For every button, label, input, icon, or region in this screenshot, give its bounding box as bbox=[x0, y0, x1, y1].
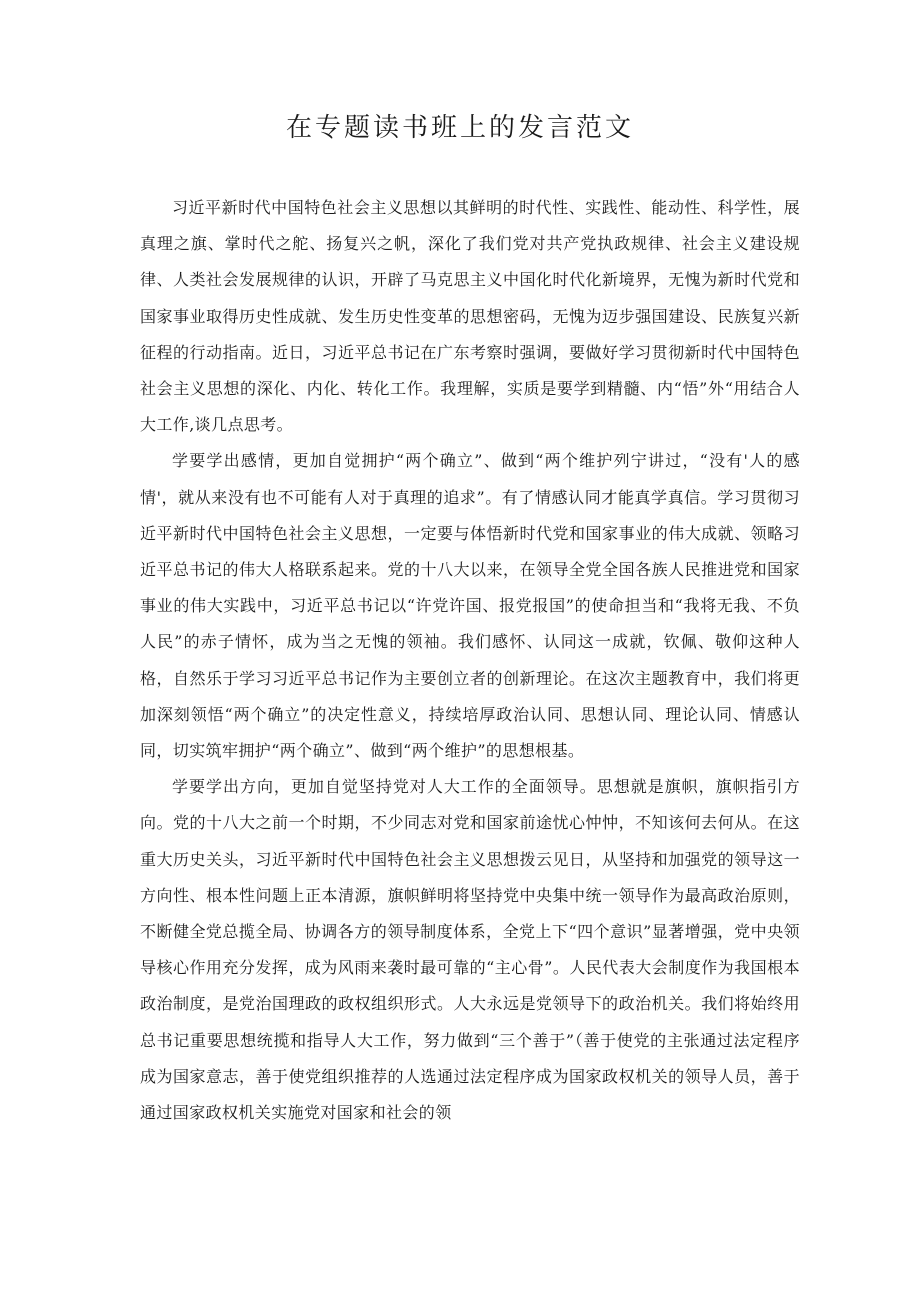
body-paragraph-2: 学要学出感情，更加自觉拥护“两个确立”、做到“两个维护列宁讲过，“没有'人的感情'，就从来没有也不可能有人对于真理的追求”。有了情感认同才能真学真信。学习贯彻习近平新时代中国特色社会主义思想，一定要与体悟新时代党和国家事业的伟大成就、领略习近平总书记的伟大人格联系起来。党的十八大以来，在领导全党全国各族人民推进党和国家事业的伟大实践中，习近平总书记以“许党许国、报党报国”的使命担当和“我将无我、不负人民”的赤子情怀，成为当之无愧的领袖。我们感怀、认同这一成就，钦佩、敬仰这种人格，自然乐于学习习近平总书记作为主要创立者的创新理论。在这次主题教育中，我们将更加深刻领悟“两个确立”的决定性意义，持续培厚政治认同、思想认同、理论认同、情感认同，切实筑牢拥护“两个确立”、做到“两个维护”的思想根基。 bbox=[140, 451, 800, 761]
body-paragraph-1: 习近平新时代中国特色社会主义思想以其鲜明的时代性、实践性、能动性、科学性，展真理之旗、掌时代之舵、扬复兴之帆，深化了我们党对共产党执政规律、社会主义建设规律、人类社会发展规律的认识，开辟了马克思主义中国化时代化新境界，无愧为新时代党和国家事业取得历史性成就、发生历史性变革的思想密码，无愧为迈步强国建设、民族复兴新征程的行动指南。近日，习近平总书记在广东考察时强调，要做好学习贯彻新时代中国特色社会主义思想的深化、内化、转化工作。我理解，实质是要学到精髓、内“悟”外“用结合人大工作,谈几点思考。 bbox=[140, 198, 800, 435]
document-body bbox=[140, 190, 800, 1131]
document-title: 在专题读书班上的发言范文 bbox=[285, 113, 634, 143]
body-paragraph-3: 学要学出方向，更加自觉坚持党对人大工作的全面领导。思想就是旗帜，旗帜指引方向。党的十八大之前一个时期，不少同志对党和国家前途忧心忡忡，不知该何去何从。在这重大历史关头，习近平新时代中国特色社会主义思想拨云见日，从坚持和加强党的领导这一方向性、根本性问题上正本清源，旗帜鲜明将坚持党中央集中统一领导作为最高政治原则，不断健全党总揽全局、协调各方的领导制度体系，全党上下“四个意识”显著增强，党中央领导核心作用充分发挥，成为风雨来袭时最可靠的“主心骨”。人民代表大会制度作为我国根本政治制度，是党治国理政的政权组织形式。人大永远是党领导下的政治机关。我们将始终用总书记重要思想统揽和指导人大工作，努力做到“三个善于”（善于使党的主张通过法定程序成为国家意志，善于使党组织推荐的人选通过法定程序成为国家政权机关的领导人员，善于通过国家政权机关实施党对国家和社会的领 bbox=[140, 777, 800, 1123]
